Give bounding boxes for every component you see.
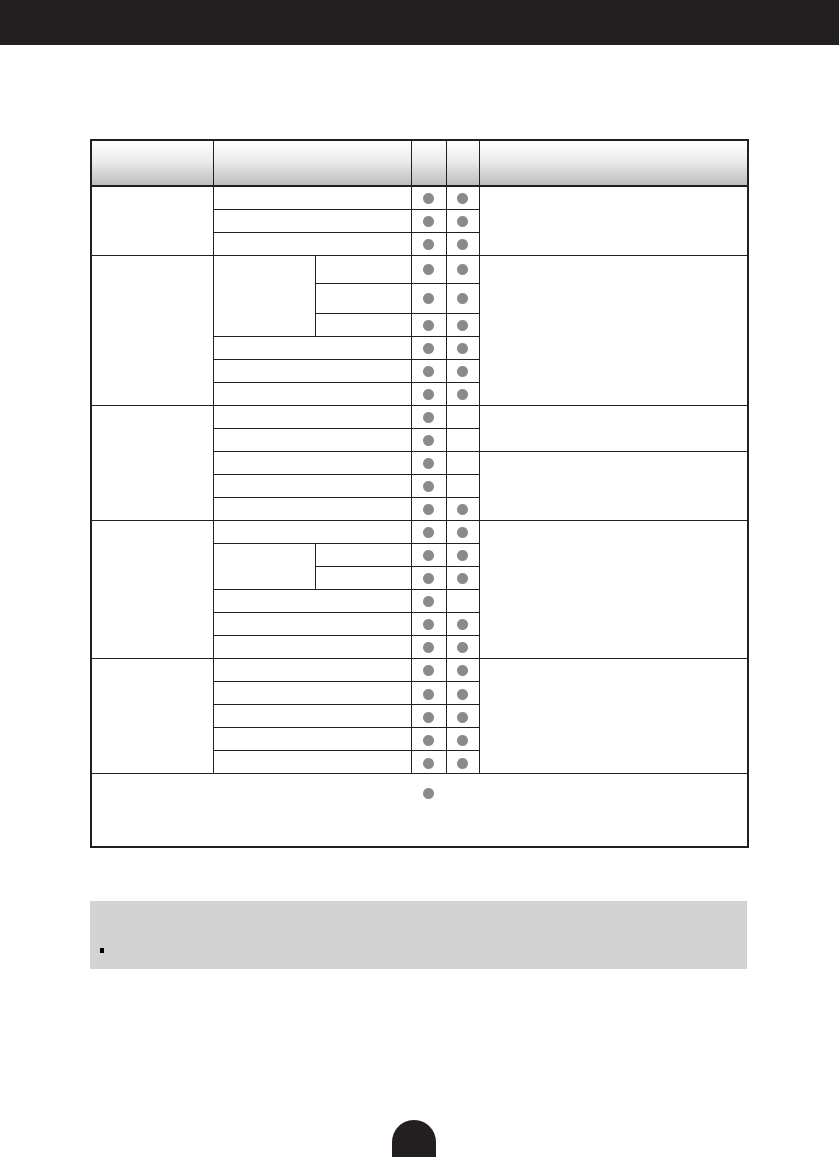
sub-option-cell: [315, 313, 411, 336]
bullet-dot-icon: [457, 758, 468, 769]
header-bar: [0, 0, 839, 45]
sub-menu-cell: [213, 728, 411, 751]
bullet-dot-icon: [457, 665, 468, 676]
bullet-dot-icon: [457, 619, 468, 630]
bullet-dot-icon: [423, 735, 434, 746]
input-b-cell: [446, 313, 479, 336]
description-cell: [479, 659, 748, 774]
sub-menu-cell: [213, 705, 411, 728]
bullet-dot-icon: [423, 788, 434, 799]
description-cell: [479, 405, 748, 451]
input-b-cell: [446, 636, 479, 659]
input-a-cell: [411, 613, 446, 636]
bullet-dot-icon: [457, 239, 468, 250]
sub-menu-cell: [213, 405, 411, 428]
sub-menu-cell: [213, 428, 411, 451]
input-b-cell: [446, 382, 479, 405]
sub-option-cell: [315, 543, 411, 566]
table-row: [91, 186, 748, 209]
bullet-dot-icon: [457, 343, 468, 354]
header-sub-menu: [213, 140, 411, 186]
table-row: [91, 520, 748, 543]
bullet-dot-icon: [423, 527, 434, 538]
input-b-cell: [446, 474, 479, 497]
input-a-cell: [411, 428, 446, 451]
bullet-dot-icon: [423, 366, 434, 377]
input-a-cell: [411, 705, 446, 728]
header-description: [479, 140, 748, 186]
bullet-dot-icon: [457, 320, 468, 331]
input-a-cell: [411, 336, 446, 359]
bullet-dot-icon: [423, 550, 434, 561]
bullet-dot-icon: [423, 435, 434, 446]
input-a-cell: [411, 543, 446, 566]
sub-menu-cell: [213, 474, 411, 497]
input-a-cell: [411, 567, 446, 590]
input-a-cell: [411, 405, 446, 428]
bullet-dot-icon: [457, 293, 468, 304]
input-a-cell: [411, 474, 446, 497]
input-b-cell: [446, 682, 479, 705]
bullet-dot-icon: [423, 239, 434, 250]
bullet-dot-icon: [423, 343, 434, 354]
main-menu-cell: [91, 255, 213, 405]
description-cell: [479, 520, 748, 658]
input-a-cell: [411, 359, 446, 382]
menu-feature-table: [90, 139, 749, 848]
input-a-cell: [411, 659, 446, 682]
input-b-cell: [446, 336, 479, 359]
sub-menu-cell: [213, 751, 411, 774]
bullet-dot-icon: [457, 527, 468, 538]
input-a-cell: [411, 774, 446, 847]
sub-menu-cell: [213, 255, 315, 336]
main-menu-cell: [91, 186, 213, 255]
bullet-dot-icon: [457, 550, 468, 561]
input-b-cell: [446, 359, 479, 382]
bullet-dot-icon: [423, 504, 434, 515]
bullet-dot-icon: [457, 193, 468, 204]
bullet-dot-icon: [423, 193, 434, 204]
bullet-dot-icon: [457, 504, 468, 515]
header-input-b: [446, 140, 479, 186]
bullet-dot-icon: [423, 665, 434, 676]
input-b-cell: [446, 728, 479, 751]
sub-menu-cell: [213, 613, 411, 636]
sub-menu-cell: [213, 520, 411, 543]
bullet-dot-icon: [457, 216, 468, 227]
bullet-dot-icon: [423, 293, 434, 304]
footer-label-cell: [91, 774, 411, 847]
sub-menu-cell: [213, 382, 411, 405]
header-main-menu: [91, 140, 213, 186]
bullet-dot-icon: [423, 712, 434, 723]
sub-menu-cell: [213, 359, 411, 382]
bullet-dot-icon: [423, 216, 434, 227]
input-b-cell: [446, 590, 479, 613]
description-cell: [479, 186, 748, 255]
bullet-dot-icon: [423, 320, 434, 331]
input-b-cell: [446, 705, 479, 728]
bullet-dot-icon: [423, 619, 434, 630]
sub-option-cell: [315, 255, 411, 283]
bullet-dot-icon: [423, 458, 434, 469]
main-menu-cell: [91, 659, 213, 774]
input-a-cell: [411, 636, 446, 659]
note-box: [90, 901, 747, 969]
bullet-dot-icon: [423, 642, 434, 653]
bullet-dot-icon: [457, 642, 468, 653]
bullet-dot-icon: [423, 573, 434, 584]
sub-menu-cell: [213, 232, 411, 255]
input-b-cell: [446, 497, 479, 520]
input-b-cell: [446, 232, 479, 255]
sub-menu-cell: [213, 590, 411, 613]
input-b-cell: [446, 405, 479, 428]
page-number-badge: [392, 1120, 436, 1157]
bullet-dot-icon: [457, 573, 468, 584]
input-b-cell: [446, 613, 479, 636]
table-row: [91, 659, 748, 682]
sub-menu-cell: [213, 451, 411, 474]
sub-menu-cell: [213, 682, 411, 705]
input-b-cell: [446, 255, 479, 283]
table-row: [91, 405, 748, 428]
input-b-cell: [446, 451, 479, 474]
table-footer-row: [91, 774, 748, 847]
bullet-dot-icon: [423, 689, 434, 700]
input-b-cell: [446, 520, 479, 543]
bullet-dot-icon: [457, 389, 468, 400]
table-header-row: [91, 140, 748, 186]
input-b-cell: [446, 543, 479, 566]
main-menu-cell: [91, 405, 213, 520]
bullet-icon: [100, 948, 104, 953]
input-a-cell: [411, 382, 446, 405]
sub-option-cell: [315, 567, 411, 590]
bullet-dot-icon: [423, 596, 434, 607]
sub-menu-cell: [213, 659, 411, 682]
input-a-cell: [411, 728, 446, 751]
sub-menu-cell: [213, 636, 411, 659]
bullet-dot-icon: [457, 712, 468, 723]
input-b-cell: [446, 209, 479, 232]
sub-menu-cell: [213, 543, 315, 589]
main-menu-cell: [91, 520, 213, 658]
table-row: [91, 255, 748, 283]
input-a-cell: [411, 186, 446, 209]
input-a-cell: [411, 232, 446, 255]
input-b-cell: [446, 567, 479, 590]
input-b-cell: [446, 659, 479, 682]
footer-description-cell: [479, 774, 748, 847]
input-a-cell: [411, 497, 446, 520]
bullet-dot-icon: [457, 689, 468, 700]
input-a-cell: [411, 682, 446, 705]
bullet-dot-icon: [457, 366, 468, 377]
bullet-dot-icon: [423, 389, 434, 400]
sub-menu-cell: [213, 186, 411, 209]
sub-menu-cell: [213, 209, 411, 232]
header-input-a: [411, 140, 446, 186]
bullet-dot-icon: [423, 481, 434, 492]
description-cell: [479, 451, 748, 520]
input-b-cell: [446, 751, 479, 774]
input-a-cell: [411, 313, 446, 336]
sub-menu-cell: [213, 336, 411, 359]
bullet-dot-icon: [423, 758, 434, 769]
input-b-cell: [446, 774, 479, 847]
input-a-cell: [411, 255, 446, 283]
input-a-cell: [411, 590, 446, 613]
input-b-cell: [446, 428, 479, 451]
bullet-dot-icon: [457, 264, 468, 275]
input-a-cell: [411, 209, 446, 232]
input-a-cell: [411, 283, 446, 313]
sub-option-cell: [315, 283, 411, 313]
input-b-cell: [446, 283, 479, 313]
input-a-cell: [411, 451, 446, 474]
sub-menu-cell: [213, 497, 411, 520]
description-cell: [479, 255, 748, 405]
input-b-cell: [446, 186, 479, 209]
input-a-cell: [411, 520, 446, 543]
bullet-dot-icon: [423, 412, 434, 423]
bullet-dot-icon: [423, 264, 434, 275]
input-a-cell: [411, 751, 446, 774]
bullet-dot-icon: [457, 735, 468, 746]
